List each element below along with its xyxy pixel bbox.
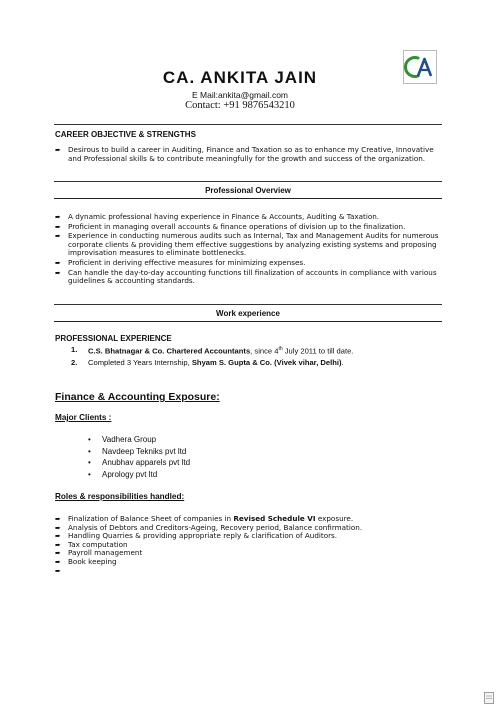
candidate-name: CA. ANKITA JAIN	[162, 68, 318, 87]
role-emphasis: Revised Schedule VI	[233, 514, 316, 523]
arrow-icon: ➨	[55, 232, 61, 241]
arrow-icon: ➨	[55, 515, 61, 523]
list-item	[88, 469, 190, 481]
list-item	[55, 567, 445, 576]
internship-end: .	[341, 357, 344, 367]
role-text: Analysis of Debtors and Creditors-Ageing, Recovery period, Balance confirmation.	[68, 522, 363, 532]
arrow-icon: ➨	[55, 566, 61, 575]
finance-exposure-title: Finance & Accounting Exposure:	[55, 391, 220, 403]
internship-text: Completed 3 Years Internship,	[88, 357, 192, 367]
roles-list	[55, 515, 445, 575]
item-number: 1.	[71, 345, 78, 354]
date-suffix: th	[278, 346, 283, 352]
list-item	[55, 269, 445, 286]
ca-logo-svg	[404, 51, 436, 83]
overview-bottom-rule	[54, 198, 442, 199]
arrow-icon: ➨	[55, 557, 61, 566]
page-corner-icon	[484, 692, 494, 704]
list-item	[55, 232, 445, 258]
internship-firm: Shyam S. Gupta & Co. (Vivek vihar, Delhi)	[191, 357, 342, 367]
bullet-icon: •	[88, 435, 91, 444]
role-text	[68, 566, 70, 575]
work-bottom-rule	[54, 321, 442, 322]
bullet-icon: •	[88, 458, 91, 468]
role-text: Tax computation	[68, 539, 128, 549]
arrow-icon: ➨	[55, 146, 61, 154]
list-item	[88, 434, 190, 446]
client-name: Navdeep Tekniks pvt ltd	[102, 446, 187, 456]
role-text: Payroll management	[68, 548, 143, 558]
role-text-end: exposure.	[315, 514, 354, 523]
arrow-icon: ➨	[55, 532, 61, 541]
overview-item-text: Can handle the day-to-day accounting functions till finalization of accounts in compliance with various guidelines & accounting standards.	[68, 267, 437, 286]
overview-item-text: Experience in conducting numerous audits such as Internal, Tax and Management Audits for numerous corporate clients & providing them effective suggestions by analyzing existing systems and proposing improvisation measures to eliminate bottlenecks.	[68, 231, 439, 258]
list-item	[71, 357, 353, 368]
item-number: 2.	[71, 357, 78, 367]
list-item	[55, 213, 445, 222]
bullet-icon: •	[88, 446, 91, 456]
email-line: E Mail:ankita@gmail.com	[191, 90, 289, 100]
list-item	[55, 259, 445, 268]
clients-list	[88, 434, 190, 480]
overview-item-text: Proficient in managing overall accounts & finance operations of division up to the finalization.	[68, 221, 406, 231]
overview-item-text: A dynamic professional having experience in Finance & Accounts, Auditing & Taxation.	[68, 212, 380, 221]
employment-until: July 2011 to till date.	[282, 346, 354, 356]
arrow-icon: ➨	[55, 549, 61, 558]
overview-item-text: Proficient in deriving effective measures for minimizing expenses.	[68, 257, 306, 267]
career-top-rule	[54, 124, 442, 125]
list-item	[55, 223, 445, 232]
employer-name: C.S. Bhatnagar & Co. Chartered Accountants	[88, 346, 251, 356]
experience-list	[71, 344, 353, 368]
list-item	[55, 558, 445, 567]
arrow-icon: ➨	[55, 222, 61, 231]
overview-top-rule	[54, 181, 442, 182]
work-top-rule	[54, 304, 442, 305]
arrow-icon: ➨	[55, 523, 61, 532]
role-text: Book keeping	[68, 556, 117, 566]
overview-list	[55, 213, 445, 287]
bullet-icon: •	[88, 469, 91, 479]
contact-line: Contact: +91 9876543210	[185, 100, 295, 111]
career-title: CAREER OBJECTIVE & STRENGTHS	[55, 130, 196, 139]
client-name: Vadhera Group	[102, 435, 157, 444]
arrow-icon: ➨	[55, 540, 61, 549]
career-item-text: Desirous to build a career in Auditing, Finance and Taxation so as to enhance my Creative, Innovative and Professional skills & to contribute meaningfully for the growth and success of the organization.	[68, 145, 434, 163]
arrow-icon: ➨	[55, 268, 61, 277]
professional-experience-heading: PROFESSIONAL EXPERIENCE	[55, 334, 172, 343]
client-name: Aprology pvt ltd	[102, 469, 158, 479]
roles-title: Roles & responsibilities handled:	[55, 492, 185, 501]
overview-title: Professional Overview	[205, 186, 291, 195]
career-list	[55, 146, 445, 164]
employment-since: , since 4	[250, 346, 279, 356]
role-text: Handling Quarries & providing appropriate reply & clarification of Auditors.	[68, 531, 338, 541]
major-clients-title: Major Clients :	[55, 413, 112, 422]
work-title: Work experience	[216, 309, 280, 318]
arrow-icon: ➨	[55, 213, 61, 221]
arrow-icon: ➨	[55, 258, 61, 267]
client-name: Anubhav apparels pvt ltd	[102, 458, 191, 468]
list-item	[71, 344, 353, 357]
ca-logo-icon	[403, 50, 437, 84]
list-item	[88, 446, 190, 458]
list-item	[55, 146, 445, 163]
list-item	[88, 457, 190, 469]
role-text: Finalization of Balance Sheet of companies in	[68, 514, 234, 523]
